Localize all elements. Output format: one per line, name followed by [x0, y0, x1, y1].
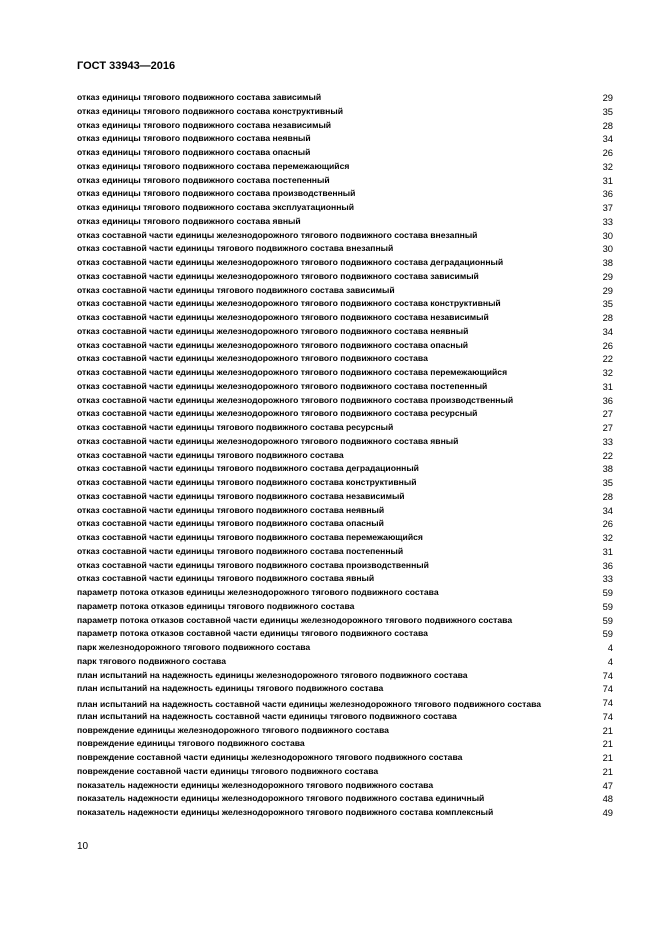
index-entry [77, 215, 613, 229]
index-page-ref: 31 [602, 174, 613, 186]
index-term: отказ составной части единицы тягового подвижного состава неявный [77, 504, 385, 515]
index-term: повреждение составной части единицы железнодорожного тягового подвижного состава [77, 752, 463, 762]
index-page-ref: 30 [602, 243, 613, 255]
index-entry [77, 284, 613, 298]
index-page-ref: 28 [602, 312, 613, 323]
index-page-ref: 74 [602, 697, 613, 708]
document-header: ГОСТ 33943—2016 [77, 60, 176, 72]
index-term: отказ составной части единицы железнодорожного тягового подвижного состава перемежающийся [77, 367, 508, 377]
index-entry [77, 352, 613, 366]
index-term: отказ составной части единицы тягового подвижного состава деградационный [77, 463, 419, 474]
index-entry [77, 256, 613, 270]
index-page-ref: 4 [607, 642, 613, 653]
index-term: отказ единицы тягового подвижного состава зависимый [77, 92, 322, 102]
index-entry [77, 779, 613, 793]
index-term: параметр потока отказов составной части единицы железнодорожного тягового подвижного состава [77, 614, 513, 625]
index-page-ref: 36 [602, 394, 613, 406]
index-entry [77, 545, 613, 559]
index-entry [77, 160, 613, 174]
index-entry [77, 297, 613, 311]
index-page-ref: 36 [602, 559, 613, 571]
index-entry [77, 614, 613, 628]
index-entry [77, 792, 613, 806]
index-term: отказ составной части единицы железнодорожного тягового подвижного состава ресурсный [77, 408, 478, 419]
index-page-ref: 74 [602, 669, 613, 681]
index-term: отказ составной части единицы железнодорожного тягового подвижного состава [77, 353, 428, 364]
index-entry [77, 242, 613, 256]
index-term: отказ составной части единицы тягового подвижного состава опасный [77, 518, 384, 529]
index-entry [77, 737, 613, 751]
index-page-ref: 29 [602, 270, 613, 282]
index-page-ref: 47 [602, 779, 613, 791]
index-term: план испытаний на надежность единицы тягового подвижного состава [77, 683, 384, 694]
index-page-ref: 34 [602, 504, 613, 516]
index-term: повреждение составной части единицы тягового подвижного состава [77, 765, 379, 776]
index-page-ref: 31 [602, 545, 613, 557]
index-term: отказ единицы тягового подвижного состава производственный [77, 188, 356, 199]
index-term: отказ составной части единицы железнодорожного тягового подвижного состава неявный [77, 325, 469, 336]
index-entry [77, 586, 613, 600]
index-term: отказ составной части единицы тягового подвижного состава [77, 449, 344, 460]
index-page-ref: 59 [602, 600, 613, 612]
index-entry [77, 462, 613, 476]
index-page-ref: 33 [602, 215, 613, 227]
index-term: показатель надежности единицы железнодорожного тягового подвижного состава [77, 779, 434, 790]
index-page-ref: 4 [607, 655, 613, 667]
index-page-ref: 35 [602, 105, 613, 117]
index-entry [77, 421, 613, 435]
index-page-ref: 21 [602, 738, 613, 750]
index-term: параметр потока отказов составной части единицы тягового подвижного состава [77, 628, 428, 639]
index-page-ref: 29 [602, 92, 613, 103]
index-term: отказ единицы тягового подвижного состава конструктивный [77, 105, 343, 116]
index-term: план испытаний на надежность составной части единицы тягового подвижного состава [77, 710, 457, 721]
index-term: отказ единицы тягового подвижного состава эксплуатационный [77, 202, 355, 212]
index-term: план испытаний на надежность составной части единицы железнодорожного тягового подвижного состава [77, 698, 542, 709]
index-term: отказ составной части единицы железнодорожного тягового подвижного состава конструктивный [77, 298, 501, 309]
index-page-ref: 38 [602, 257, 613, 268]
index-page-ref: 28 [602, 119, 613, 131]
index-page-ref: 32 [602, 367, 613, 378]
index-entry [77, 669, 613, 683]
index-entry [77, 517, 613, 531]
index-entry [77, 682, 613, 696]
index-page-ref: 28 [602, 490, 613, 502]
index-term: отказ составной части единицы железнодорожного тягового подвижного состава явный [77, 435, 459, 446]
index-entry [77, 476, 613, 490]
index-term: отказ составной части единицы тягового подвижного состава производственный [77, 559, 429, 570]
index-entry [77, 627, 613, 641]
index-entry [77, 504, 613, 518]
index-page-ref: 74 [602, 710, 613, 722]
index-page-ref: 29 [602, 284, 613, 296]
index-term: план испытаний на надежность единицы железнодорожного тягового подвижного состава [77, 669, 468, 680]
index-term: отказ составной части единицы тягового подвижного состава явный [77, 573, 375, 584]
index-term: показатель надежности единицы железнодорожного тягового подвижного состава комплексный [77, 807, 494, 817]
index-term: отказ единицы тягового подвижного состава явный [77, 215, 301, 226]
index-page-ref: 59 [602, 614, 613, 626]
index-page-ref: 34 [602, 133, 613, 145]
index-page-ref: 26 [602, 339, 613, 351]
index-term: отказ составной части единицы железнодорожного тягового подвижного состава постепенный [77, 380, 488, 391]
index-term: отказ составной части единицы железнодорожного тягового подвижного состава внезапный [77, 229, 478, 240]
index-page-ref: 21 [602, 765, 613, 777]
index-term: параметр потока отказов единицы железнодорожного тягового подвижного состава [77, 587, 439, 597]
index-term: отказ составной части единицы железнодорожного тягового подвижного состава деградационный [77, 257, 504, 267]
index-term: показатель надежности единицы железнодорожного тягового подвижного состава единичный [77, 793, 485, 804]
index-page-ref: 21 [602, 724, 613, 736]
index-page-ref: 38 [602, 463, 613, 475]
index-page-ref: 33 [602, 573, 613, 585]
index-term: отказ составной части единицы железнодорожного тягового подвижного состава зависимый [77, 270, 479, 281]
index-entry [77, 435, 613, 449]
index-entry [77, 572, 613, 586]
index-term: отказ составной части единицы железнодорожного тягового подвижного состава независимый [77, 312, 489, 322]
index-entry [77, 187, 613, 201]
index-page-ref: 35 [602, 477, 613, 488]
index-entry [77, 806, 613, 820]
index-term: отказ единицы тягового подвижного состава неявный [77, 133, 311, 144]
index-term: парк тягового подвижного состава [77, 655, 226, 666]
index-entry [77, 655, 613, 669]
index-entry [77, 91, 613, 105]
index-term: повреждение единицы железнодорожного тягового подвижного состава [77, 724, 389, 735]
index-term: отказ единицы тягового подвижного состава опасный [77, 147, 311, 157]
index-entry [77, 407, 613, 421]
index-term: отказ составной части единицы тягового подвижного состава независимый [77, 490, 405, 501]
index-page-ref: 31 [602, 380, 613, 392]
index-page-ref: 26 [602, 518, 613, 530]
index-term: отказ составной части единицы тягового подвижного состава перемежающийся [77, 532, 423, 542]
index-page-ref: 34 [602, 325, 613, 337]
index-entry [77, 201, 613, 215]
index-page-ref: 32 [602, 160, 613, 172]
index-entry [77, 105, 613, 119]
index-entry [77, 724, 613, 738]
index-page-ref: 21 [602, 752, 613, 763]
index-term: отказ составной части единицы железнодорожного тягового подвижного состава опасный [77, 339, 469, 350]
index-term: отказ единицы тягового подвижного состава постепенный [77, 174, 330, 185]
index-entry [77, 394, 613, 408]
index-entry [77, 366, 613, 380]
index-entry [77, 132, 613, 146]
index-entry [77, 559, 613, 573]
index-page-ref: 33 [602, 435, 613, 447]
index-term: отказ составной части единицы тягового подвижного состава зависимый [77, 284, 395, 295]
index-entry [77, 449, 613, 463]
index-entry [77, 765, 613, 779]
index-term: отказ составной части единицы тягового подвижного состава постепенный [77, 545, 404, 556]
index-term: параметр потока отказов единицы тягового подвижного состава [77, 600, 355, 611]
index-list [77, 91, 613, 820]
index-entry [77, 380, 613, 394]
index-term: отказ единицы тягового подвижного состава перемежающийся [77, 160, 350, 171]
index-entry [77, 311, 613, 325]
index-page-ref: 37 [602, 202, 613, 213]
index-term: отказ составной части единицы железнодорожного тягового подвижного состава производственный [77, 394, 514, 405]
index-entry [77, 710, 613, 724]
index-page-ref: 74 [602, 683, 613, 695]
index-entry [77, 696, 613, 710]
index-page-ref: 27 [602, 422, 613, 433]
index-entry [77, 325, 613, 339]
index-page-ref: 35 [602, 298, 613, 310]
index-term: парк железнодорожного тягового подвижного состава [77, 642, 311, 652]
index-page-ref: 32 [602, 532, 613, 543]
index-entry [77, 339, 613, 353]
index-term: отказ составной части единицы тягового подвижного состава конструктивный [77, 477, 417, 487]
index-page-ref: 49 [602, 807, 613, 818]
index-page-ref: 26 [602, 147, 613, 158]
index-page-ref: 59 [602, 587, 613, 598]
index-page-ref: 48 [602, 793, 613, 805]
index-entry [77, 641, 613, 655]
index-entry [77, 119, 613, 133]
index-entry [77, 751, 613, 765]
index-entry [77, 490, 613, 504]
index-term: повреждение единицы тягового подвижного состава [77, 738, 305, 749]
index-page-ref: 22 [602, 353, 613, 365]
index-page-ref: 36 [602, 188, 613, 200]
index-entry [77, 531, 613, 545]
page-number: 10 [77, 841, 89, 852]
index-term: отказ составной части единицы тягового подвижного состава внезапный [77, 243, 394, 254]
index-page-ref: 30 [602, 229, 613, 241]
index-entry [77, 270, 613, 284]
index-term: отказ составной части единицы тягового подвижного состава ресурсный [77, 422, 394, 432]
index-page-ref: 27 [602, 408, 613, 420]
index-entry [77, 600, 613, 614]
index-entry [77, 174, 613, 188]
index-term: отказ единицы тягового подвижного состава независимый [77, 119, 332, 130]
index-page-ref: 59 [602, 628, 613, 640]
index-page-ref: 22 [602, 449, 613, 461]
index-entry [77, 146, 613, 160]
index-entry [77, 229, 613, 243]
